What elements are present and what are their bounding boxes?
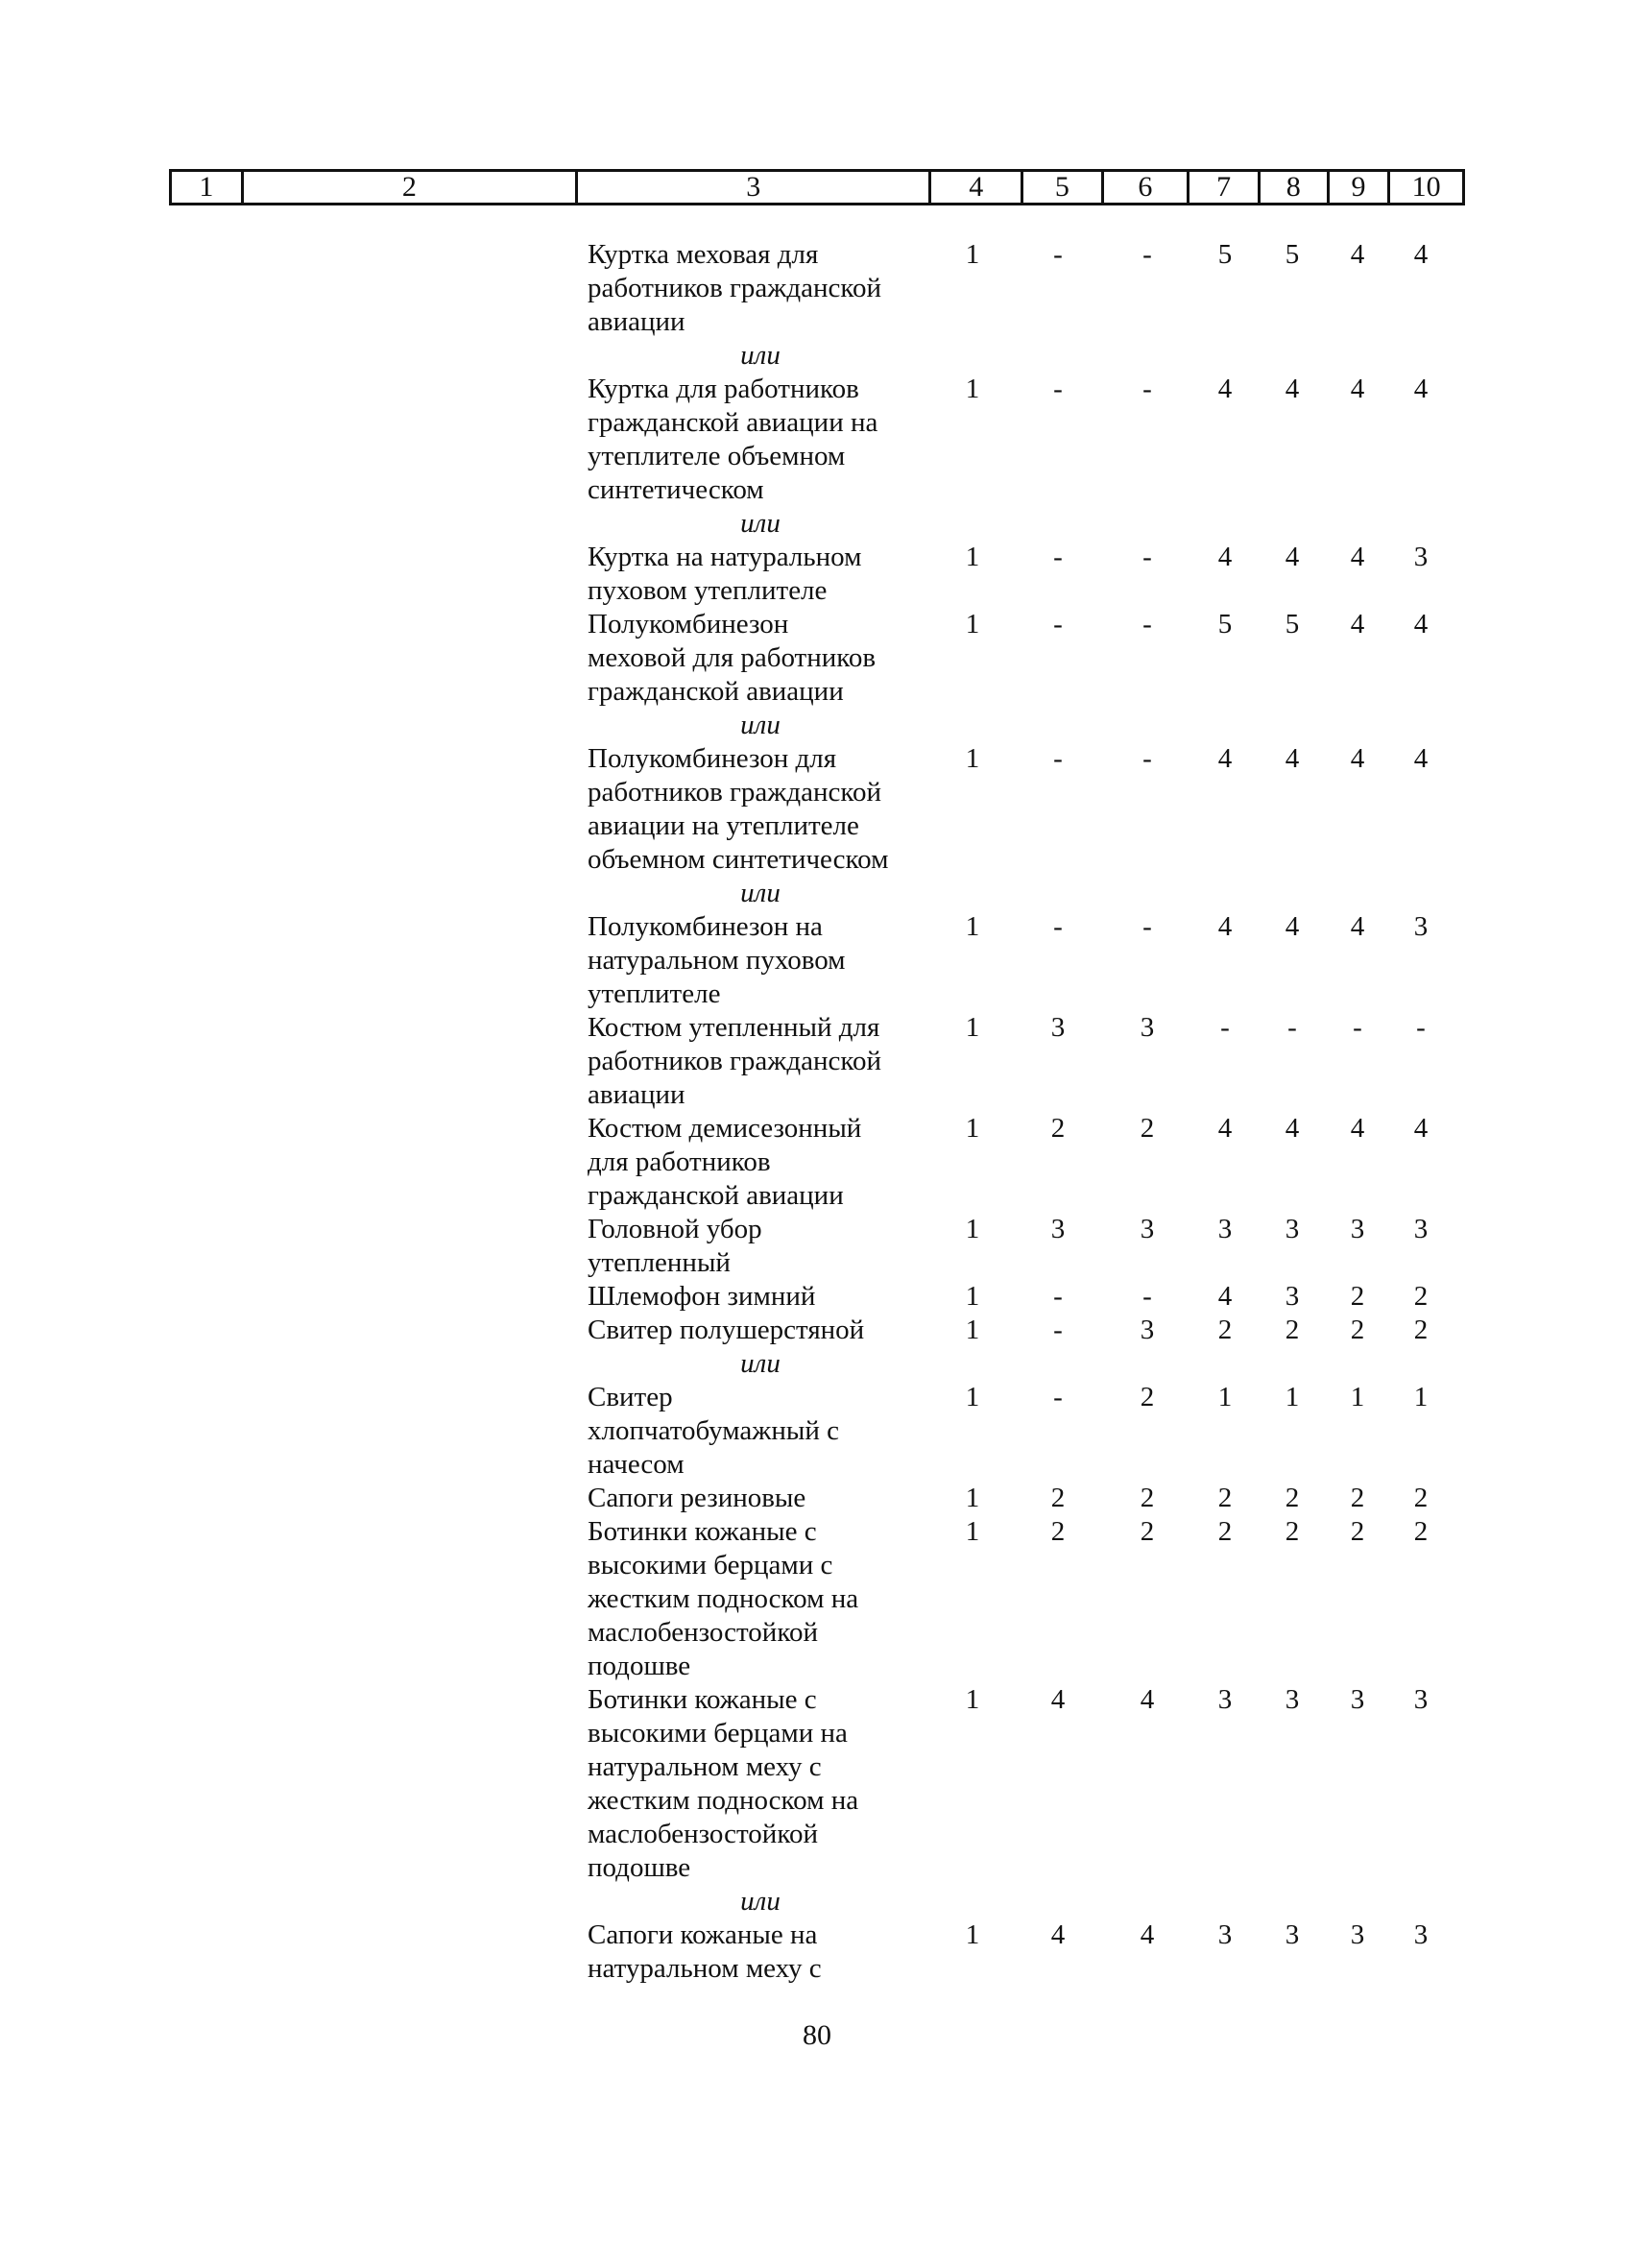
item-name: Головной убор утепленный bbox=[588, 1214, 762, 1278]
table-row bbox=[0, 1381, 1634, 1482]
value-col-7: 2 bbox=[1217, 1483, 1233, 1513]
value-col-9: 2 bbox=[1350, 1281, 1365, 1312]
alternative-separator bbox=[0, 339, 1634, 373]
value-col-4: 1 bbox=[965, 743, 980, 774]
table-row bbox=[0, 1280, 1634, 1314]
value-col-6: - bbox=[1142, 1281, 1152, 1312]
value-col-4: 1 bbox=[965, 542, 980, 572]
table-row bbox=[0, 1482, 1634, 1515]
value-col-7: 2 bbox=[1217, 1516, 1233, 1547]
value-col-7: 1 bbox=[1217, 1382, 1233, 1412]
value-col-4: 1 bbox=[965, 1281, 980, 1312]
value-col-4: 1 bbox=[965, 1516, 980, 1547]
value-col-5: - bbox=[1053, 374, 1063, 404]
value-col-10: 4 bbox=[1413, 609, 1429, 639]
value-col-4: 1 bbox=[965, 1684, 980, 1715]
table-row bbox=[0, 1314, 1634, 1347]
value-col-6: 2 bbox=[1140, 1483, 1155, 1513]
value-col-7: 4 bbox=[1217, 911, 1233, 942]
value-col-10: 4 bbox=[1413, 239, 1429, 270]
item-name: Свитер хлопчатобумажный с начесом bbox=[588, 1382, 839, 1480]
or-label: или bbox=[740, 1886, 781, 1917]
value-col-8: 1 bbox=[1285, 1382, 1300, 1412]
value-col-4: 1 bbox=[965, 1012, 980, 1043]
item-name: Полукомбинезон меховой для работников гражданской авиации bbox=[588, 609, 877, 707]
value-col-7: 4 bbox=[1217, 1113, 1233, 1144]
value-col-9: 4 bbox=[1350, 542, 1365, 572]
value-col-5: 2 bbox=[1050, 1516, 1066, 1547]
value-col-4: 1 bbox=[965, 1214, 980, 1244]
item-name: Костюм демисезонный для работников гражданской авиации bbox=[588, 1113, 862, 1211]
table-row bbox=[0, 1683, 1634, 1885]
value-col-7: 3 bbox=[1217, 1919, 1233, 1950]
table-row bbox=[0, 373, 1634, 507]
value-col-4: 1 bbox=[965, 374, 980, 404]
item-name: Сапоги кожаные на натуральном меху с bbox=[588, 1919, 822, 1984]
value-col-8: 4 bbox=[1285, 542, 1300, 572]
alternative-separator bbox=[0, 709, 1634, 742]
page-number: 80 bbox=[803, 2019, 831, 2051]
item-name: Шлемофон зимний bbox=[588, 1281, 816, 1312]
header-col-3: 3 bbox=[575, 172, 928, 203]
value-col-9: 2 bbox=[1350, 1315, 1365, 1345]
or-label: или bbox=[740, 878, 781, 908]
value-col-9: 2 bbox=[1350, 1516, 1365, 1547]
value-col-5: 3 bbox=[1050, 1214, 1066, 1244]
value-col-7: 4 bbox=[1217, 743, 1233, 774]
value-col-9: 2 bbox=[1350, 1483, 1365, 1513]
alternative-separator bbox=[0, 1885, 1634, 1918]
value-col-4: 1 bbox=[965, 239, 980, 270]
header-col-1: 1 bbox=[199, 171, 214, 203]
value-col-8: 3 bbox=[1285, 1214, 1300, 1244]
value-col-8: - bbox=[1287, 1012, 1297, 1043]
table-row bbox=[0, 1011, 1634, 1112]
header-col-5: 5 bbox=[1021, 172, 1101, 203]
value-col-9: 3 bbox=[1350, 1214, 1365, 1244]
item-name: Куртка на натуральном пуховом утеплителе bbox=[588, 542, 862, 606]
value-col-10: 1 bbox=[1413, 1382, 1429, 1412]
value-col-6: - bbox=[1142, 374, 1152, 404]
value-col-10: 4 bbox=[1413, 1113, 1429, 1144]
header-col-4: 4 bbox=[928, 172, 1021, 203]
value-col-9: 4 bbox=[1350, 374, 1365, 404]
value-col-6: - bbox=[1142, 609, 1152, 639]
value-col-8: 2 bbox=[1285, 1315, 1300, 1345]
value-col-5: - bbox=[1053, 1382, 1063, 1412]
value-col-7: 4 bbox=[1217, 542, 1233, 572]
value-col-5: 4 bbox=[1050, 1684, 1066, 1715]
value-col-4: 1 bbox=[965, 1483, 980, 1513]
value-col-8: 2 bbox=[1285, 1483, 1300, 1513]
table-row bbox=[0, 1918, 1634, 1986]
value-col-9: 1 bbox=[1350, 1382, 1365, 1412]
header-col-7: 7 bbox=[1187, 172, 1258, 203]
value-col-5: - bbox=[1053, 239, 1063, 270]
value-col-7: 5 bbox=[1217, 239, 1233, 270]
or-label: или bbox=[740, 508, 781, 539]
value-col-5: 4 bbox=[1050, 1919, 1066, 1950]
table-row bbox=[0, 608, 1634, 709]
value-col-10: 2 bbox=[1413, 1281, 1429, 1312]
value-col-7: 4 bbox=[1217, 374, 1233, 404]
value-col-6: 2 bbox=[1140, 1516, 1155, 1547]
table-row bbox=[0, 742, 1634, 877]
table-row bbox=[0, 238, 1634, 339]
value-col-6: 4 bbox=[1140, 1684, 1155, 1715]
header-col-2: 2 bbox=[241, 172, 575, 203]
value-col-4: 1 bbox=[965, 911, 980, 942]
value-col-8: 4 bbox=[1285, 743, 1300, 774]
value-col-9: - bbox=[1353, 1012, 1362, 1043]
item-name: Свитер полушерстяной bbox=[588, 1315, 865, 1345]
value-col-5: 3 bbox=[1050, 1012, 1066, 1043]
value-col-10: 4 bbox=[1413, 743, 1429, 774]
value-col-9: 4 bbox=[1350, 239, 1365, 270]
value-col-7: - bbox=[1220, 1012, 1230, 1043]
value-col-7: 5 bbox=[1217, 609, 1233, 639]
value-col-10: 3 bbox=[1413, 1919, 1429, 1950]
value-col-7: 4 bbox=[1217, 1281, 1233, 1312]
value-col-9: 3 bbox=[1350, 1684, 1365, 1715]
value-col-9: 4 bbox=[1350, 609, 1365, 639]
value-col-8: 3 bbox=[1285, 1281, 1300, 1312]
value-col-4: 1 bbox=[965, 1919, 980, 1950]
value-col-10: 2 bbox=[1413, 1483, 1429, 1513]
value-col-6: 2 bbox=[1140, 1113, 1155, 1144]
value-col-7: 3 bbox=[1217, 1684, 1233, 1715]
header-col-10: 10 bbox=[1387, 172, 1462, 203]
column-number-header bbox=[169, 169, 1465, 205]
value-col-10: 3 bbox=[1413, 911, 1429, 942]
value-col-6: 3 bbox=[1140, 1012, 1155, 1043]
value-col-5: 2 bbox=[1050, 1113, 1066, 1144]
table-row bbox=[0, 1112, 1634, 1213]
value-col-5: 2 bbox=[1050, 1483, 1066, 1513]
value-col-9: 4 bbox=[1350, 743, 1365, 774]
value-col-4: 1 bbox=[965, 1315, 980, 1345]
value-col-10: 2 bbox=[1413, 1315, 1429, 1345]
value-col-5: - bbox=[1053, 1281, 1063, 1312]
value-col-5: - bbox=[1053, 542, 1063, 572]
value-col-6: - bbox=[1142, 239, 1152, 270]
table-row bbox=[0, 1515, 1634, 1683]
alternative-separator bbox=[0, 507, 1634, 541]
item-name: Полукомбинезон для работников гражданской авиации на утеплителе объемном синтетическом bbox=[588, 743, 889, 875]
value-col-10: 4 bbox=[1413, 374, 1429, 404]
value-col-6: 2 bbox=[1140, 1382, 1155, 1412]
item-name: Костюм утепленный для работников гражданской авиации bbox=[588, 1012, 881, 1110]
item-name: Полукомбинезон на натуральном пуховом утеплителе bbox=[588, 911, 846, 1009]
value-col-10: 3 bbox=[1413, 1214, 1429, 1244]
value-col-6: - bbox=[1142, 542, 1152, 572]
value-col-7: 2 bbox=[1217, 1315, 1233, 1345]
item-name: Куртка для работников гражданской авиации на утеплителе объемном синтетическом bbox=[588, 374, 878, 505]
value-col-6: - bbox=[1142, 911, 1152, 942]
value-col-5: - bbox=[1053, 1315, 1063, 1345]
value-col-9: 4 bbox=[1350, 1113, 1365, 1144]
or-label: или bbox=[740, 710, 781, 740]
value-col-6: - bbox=[1142, 743, 1152, 774]
value-col-10: 2 bbox=[1413, 1516, 1429, 1547]
value-col-5: - bbox=[1053, 609, 1063, 639]
value-col-8: 3 bbox=[1285, 1919, 1300, 1950]
value-col-9: 3 bbox=[1350, 1919, 1365, 1950]
value-col-6: 3 bbox=[1140, 1214, 1155, 1244]
item-name: Ботинки кожаные с высокими берцами на натуральном меху с жестким подноском на маслобензостойкой подошве bbox=[588, 1684, 859, 1883]
value-col-10: 3 bbox=[1413, 1684, 1429, 1715]
value-col-5: - bbox=[1053, 911, 1063, 942]
value-col-4: 1 bbox=[965, 1382, 980, 1412]
or-label: или bbox=[740, 1348, 781, 1379]
value-col-8: 5 bbox=[1285, 609, 1300, 639]
value-col-7: 3 bbox=[1217, 1214, 1233, 1244]
items-table bbox=[0, 238, 1634, 1986]
table-row bbox=[0, 541, 1634, 608]
value-col-8: 5 bbox=[1285, 239, 1300, 270]
value-col-4: 1 bbox=[965, 609, 980, 639]
value-col-8: 4 bbox=[1285, 1113, 1300, 1144]
value-col-8: 3 bbox=[1285, 1684, 1300, 1715]
item-name: Сапоги резиновые bbox=[588, 1483, 806, 1513]
alternative-separator bbox=[0, 877, 1634, 910]
header-col-8: 8 bbox=[1258, 172, 1327, 203]
value-col-6: 4 bbox=[1140, 1919, 1155, 1950]
value-col-10: 3 bbox=[1413, 542, 1429, 572]
header-col-6: 6 bbox=[1101, 172, 1188, 203]
value-col-6: 3 bbox=[1140, 1315, 1155, 1345]
value-col-4: 1 bbox=[965, 1113, 980, 1144]
value-col-5: - bbox=[1053, 743, 1063, 774]
item-name: Ботинки кожаные с высокими берцами с жестким подноском на маслобензостойкой подошве bbox=[588, 1516, 859, 1681]
value-col-8: 4 bbox=[1285, 911, 1300, 942]
value-col-8: 2 bbox=[1285, 1516, 1300, 1547]
alternative-separator bbox=[0, 1347, 1634, 1381]
item-name: Куртка меховая для работников гражданской авиации bbox=[588, 239, 881, 337]
or-label: или bbox=[740, 340, 781, 371]
value-col-10: - bbox=[1416, 1012, 1426, 1043]
table-row bbox=[0, 1213, 1634, 1280]
value-col-9: 4 bbox=[1350, 911, 1365, 942]
header-col-9: 9 bbox=[1327, 172, 1388, 203]
table-row bbox=[0, 910, 1634, 1011]
value-col-8: 4 bbox=[1285, 374, 1300, 404]
